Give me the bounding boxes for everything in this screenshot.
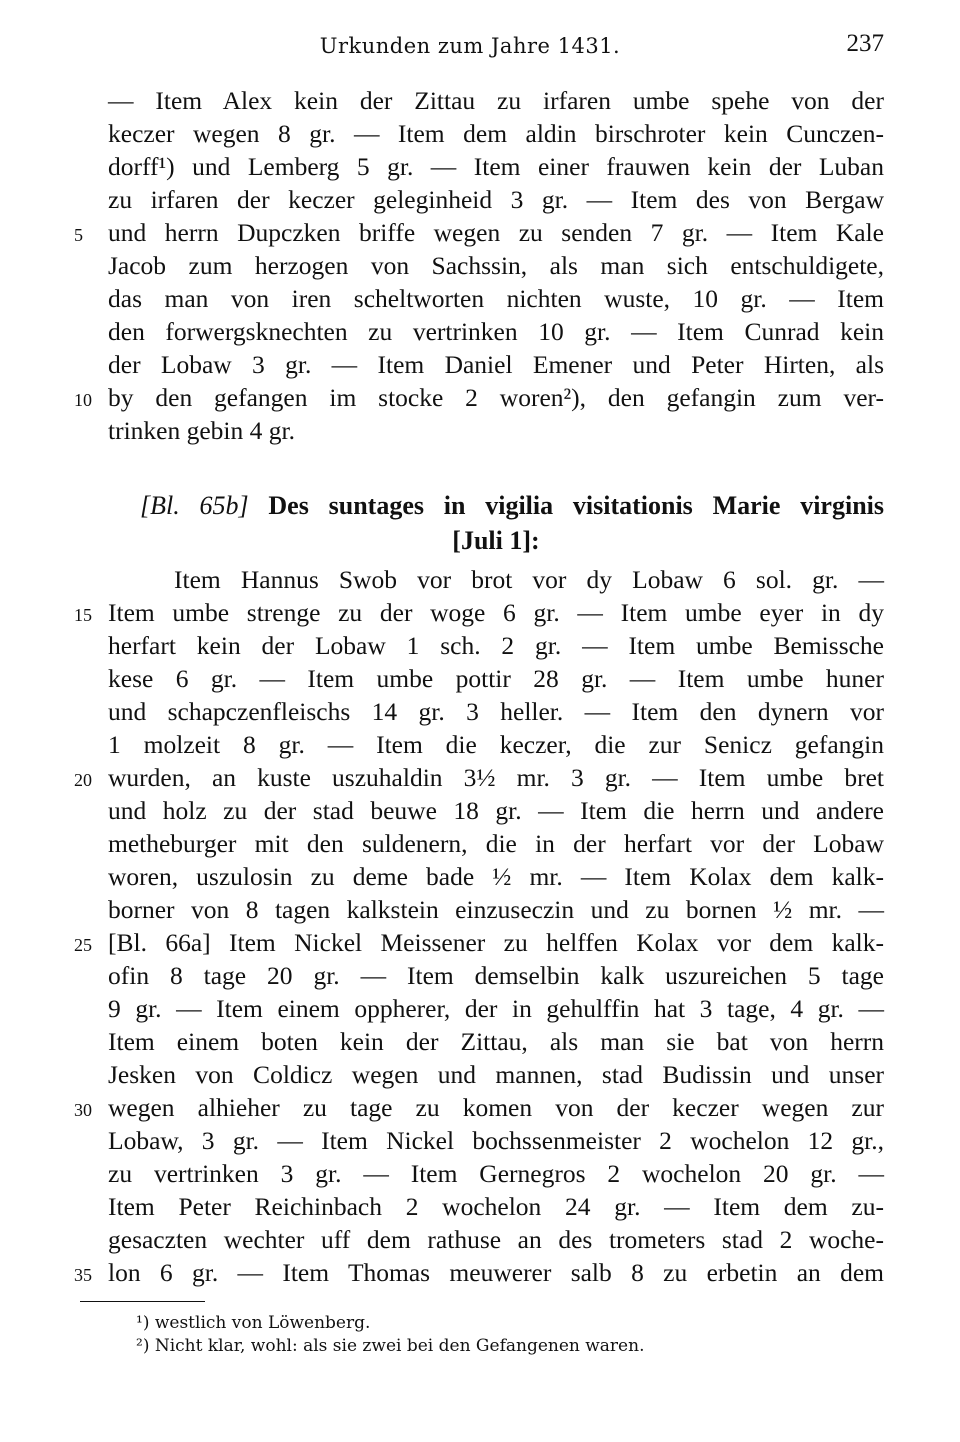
text-line: Jacob zum herzogen von Sachssin, als man sich entschuldigete, <box>108 251 884 280</box>
text-line: Item umbe strenge zu der woge 6 gr. — Item umbe eyer in dy <box>108 598 884 627</box>
folio-reference: [Bl. 65b] <box>140 491 249 520</box>
text-line: Item Hannus Swob vor brot vor dy Lobaw 6 sol. gr. — <box>174 565 884 594</box>
text-line: wegen alhieher zu tage zu komen von der keczer wegen zur <box>108 1093 884 1122</box>
text-line: gesaczten wechter uff dem rathuse an des trometers stad 2 woche- <box>108 1225 884 1254</box>
line-number: 15 <box>74 605 92 625</box>
text-line: und holz zu der stad beuwe 18 gr. — Item die herrn und andere <box>108 796 884 825</box>
text-line: ofin 8 tage 20 gr. — Item demselbin kalk uszureichen 5 tage <box>108 961 884 990</box>
text-line: Item einem boten kein der Zittau, als man sie bat von herrn <box>108 1027 884 1056</box>
line-number: 35 <box>74 1265 92 1285</box>
line-number: 20 <box>74 770 92 790</box>
text-line: das man von iren scheltworten nichten wuste, 10 gr. — Item <box>108 284 884 313</box>
text-line: der Lobaw 3 gr. — Item Daniel Emener und Peter Hirten, als <box>108 350 884 379</box>
running-header: Urkunden zum Jahre 1431. <box>319 34 621 58</box>
text-line: borner von 8 tagen kalkstein einzuseczin und zu bornen ½ mr. — <box>108 895 884 924</box>
text-line: trinken gebin 4 gr. <box>108 416 295 445</box>
text-line: zu vertrinken 3 gr. — Item Gernegros 2 wochelon 20 gr. — <box>108 1159 884 1188</box>
text-line: kese 6 gr. — Item umbe pottir 28 gr. — Item umbe huner <box>108 664 884 693</box>
text-line: zu irfaren der keczer geleginheid 3 gr. — Item des von Bergaw <box>108 185 884 214</box>
text-line: Lobaw, 3 gr. — Item Nickel bochssenmeister 2 wochelon 12 gr., <box>108 1126 884 1155</box>
text-line: herfart kein der Lobaw 1 sch. 2 gr. — Item umbe Bemissche <box>108 631 884 660</box>
footnote-divider <box>80 1301 205 1302</box>
heading-text: Des suntages in vigilia visitationis Marie virginis <box>268 491 884 520</box>
text-line: den forwergsknechten zu vertrinken 10 gr. — Item Cunrad kein <box>108 317 884 346</box>
text-line: 1 molzeit 8 gr. — Item die keczer, die zur Senicz gefangin <box>108 730 884 759</box>
text-line: keczer wegen 8 gr. — Item dem aldin birschroter kein Cunczen- <box>108 119 884 148</box>
text-line: by den gefangen im stocke 2 woren²), den gefangin zum ver- <box>108 383 884 412</box>
text-line: — Item Alex kein der Zittau zu irfaren umbe spehe von der <box>108 86 884 115</box>
text-line: dorff¹) und Lemberg 5 gr. — Item einer frauwen kein der Luban <box>108 152 884 181</box>
text-line: Jesken von Coldicz wegen und mannen, stad Budissin und unser <box>108 1060 884 1089</box>
text-line: 9 gr. — Item einem oppherer, der in gehulffin hat 3 tage, 4 gr. — <box>108 994 884 1023</box>
text-line: und schapczenfleischs 14 gr. 3 heller. — Item den dynern vor <box>108 697 884 726</box>
text-line: und herrn Dupczken briffe wegen zu senden 7 gr. — Item Kale <box>108 218 884 247</box>
text-line: lon 6 gr. — Item Thomas meuwerer salb 8 zu erbetin an dem <box>108 1258 884 1287</box>
section-heading <box>108 491 884 521</box>
footnote: ¹) westlich von Löwenberg. <box>136 1313 371 1333</box>
line-number: 25 <box>74 935 92 955</box>
text-line: metheburger mit den suldenern, die in der herfart vor der Lobaw <box>108 829 884 858</box>
text-line: wurden, an kuste uszuhaldin 3½ mr. 3 gr. — Item umbe bret <box>108 763 884 792</box>
line-number: 10 <box>74 390 92 410</box>
footnote: ²) Nicht klar, wohl: als sie zwei bei den Gefangenen waren. <box>136 1336 645 1356</box>
line-number: 30 <box>74 1100 92 1120</box>
text-line: Item Peter Reichinbach 2 wochelon 24 gr. — Item dem zu- <box>108 1192 884 1221</box>
section-heading-date: [Juli 1]: <box>452 526 540 555</box>
line-number: 5 <box>74 225 83 245</box>
text-line: woren, uszulosin zu deme bade ½ mr. — Item Kolax dem kalk- <box>108 862 884 891</box>
page-number: 237 <box>846 30 884 57</box>
text-line: [Bl. 66a] Item Nickel Meissener zu helffen Kolax vor dem kalk- <box>108 928 884 957</box>
